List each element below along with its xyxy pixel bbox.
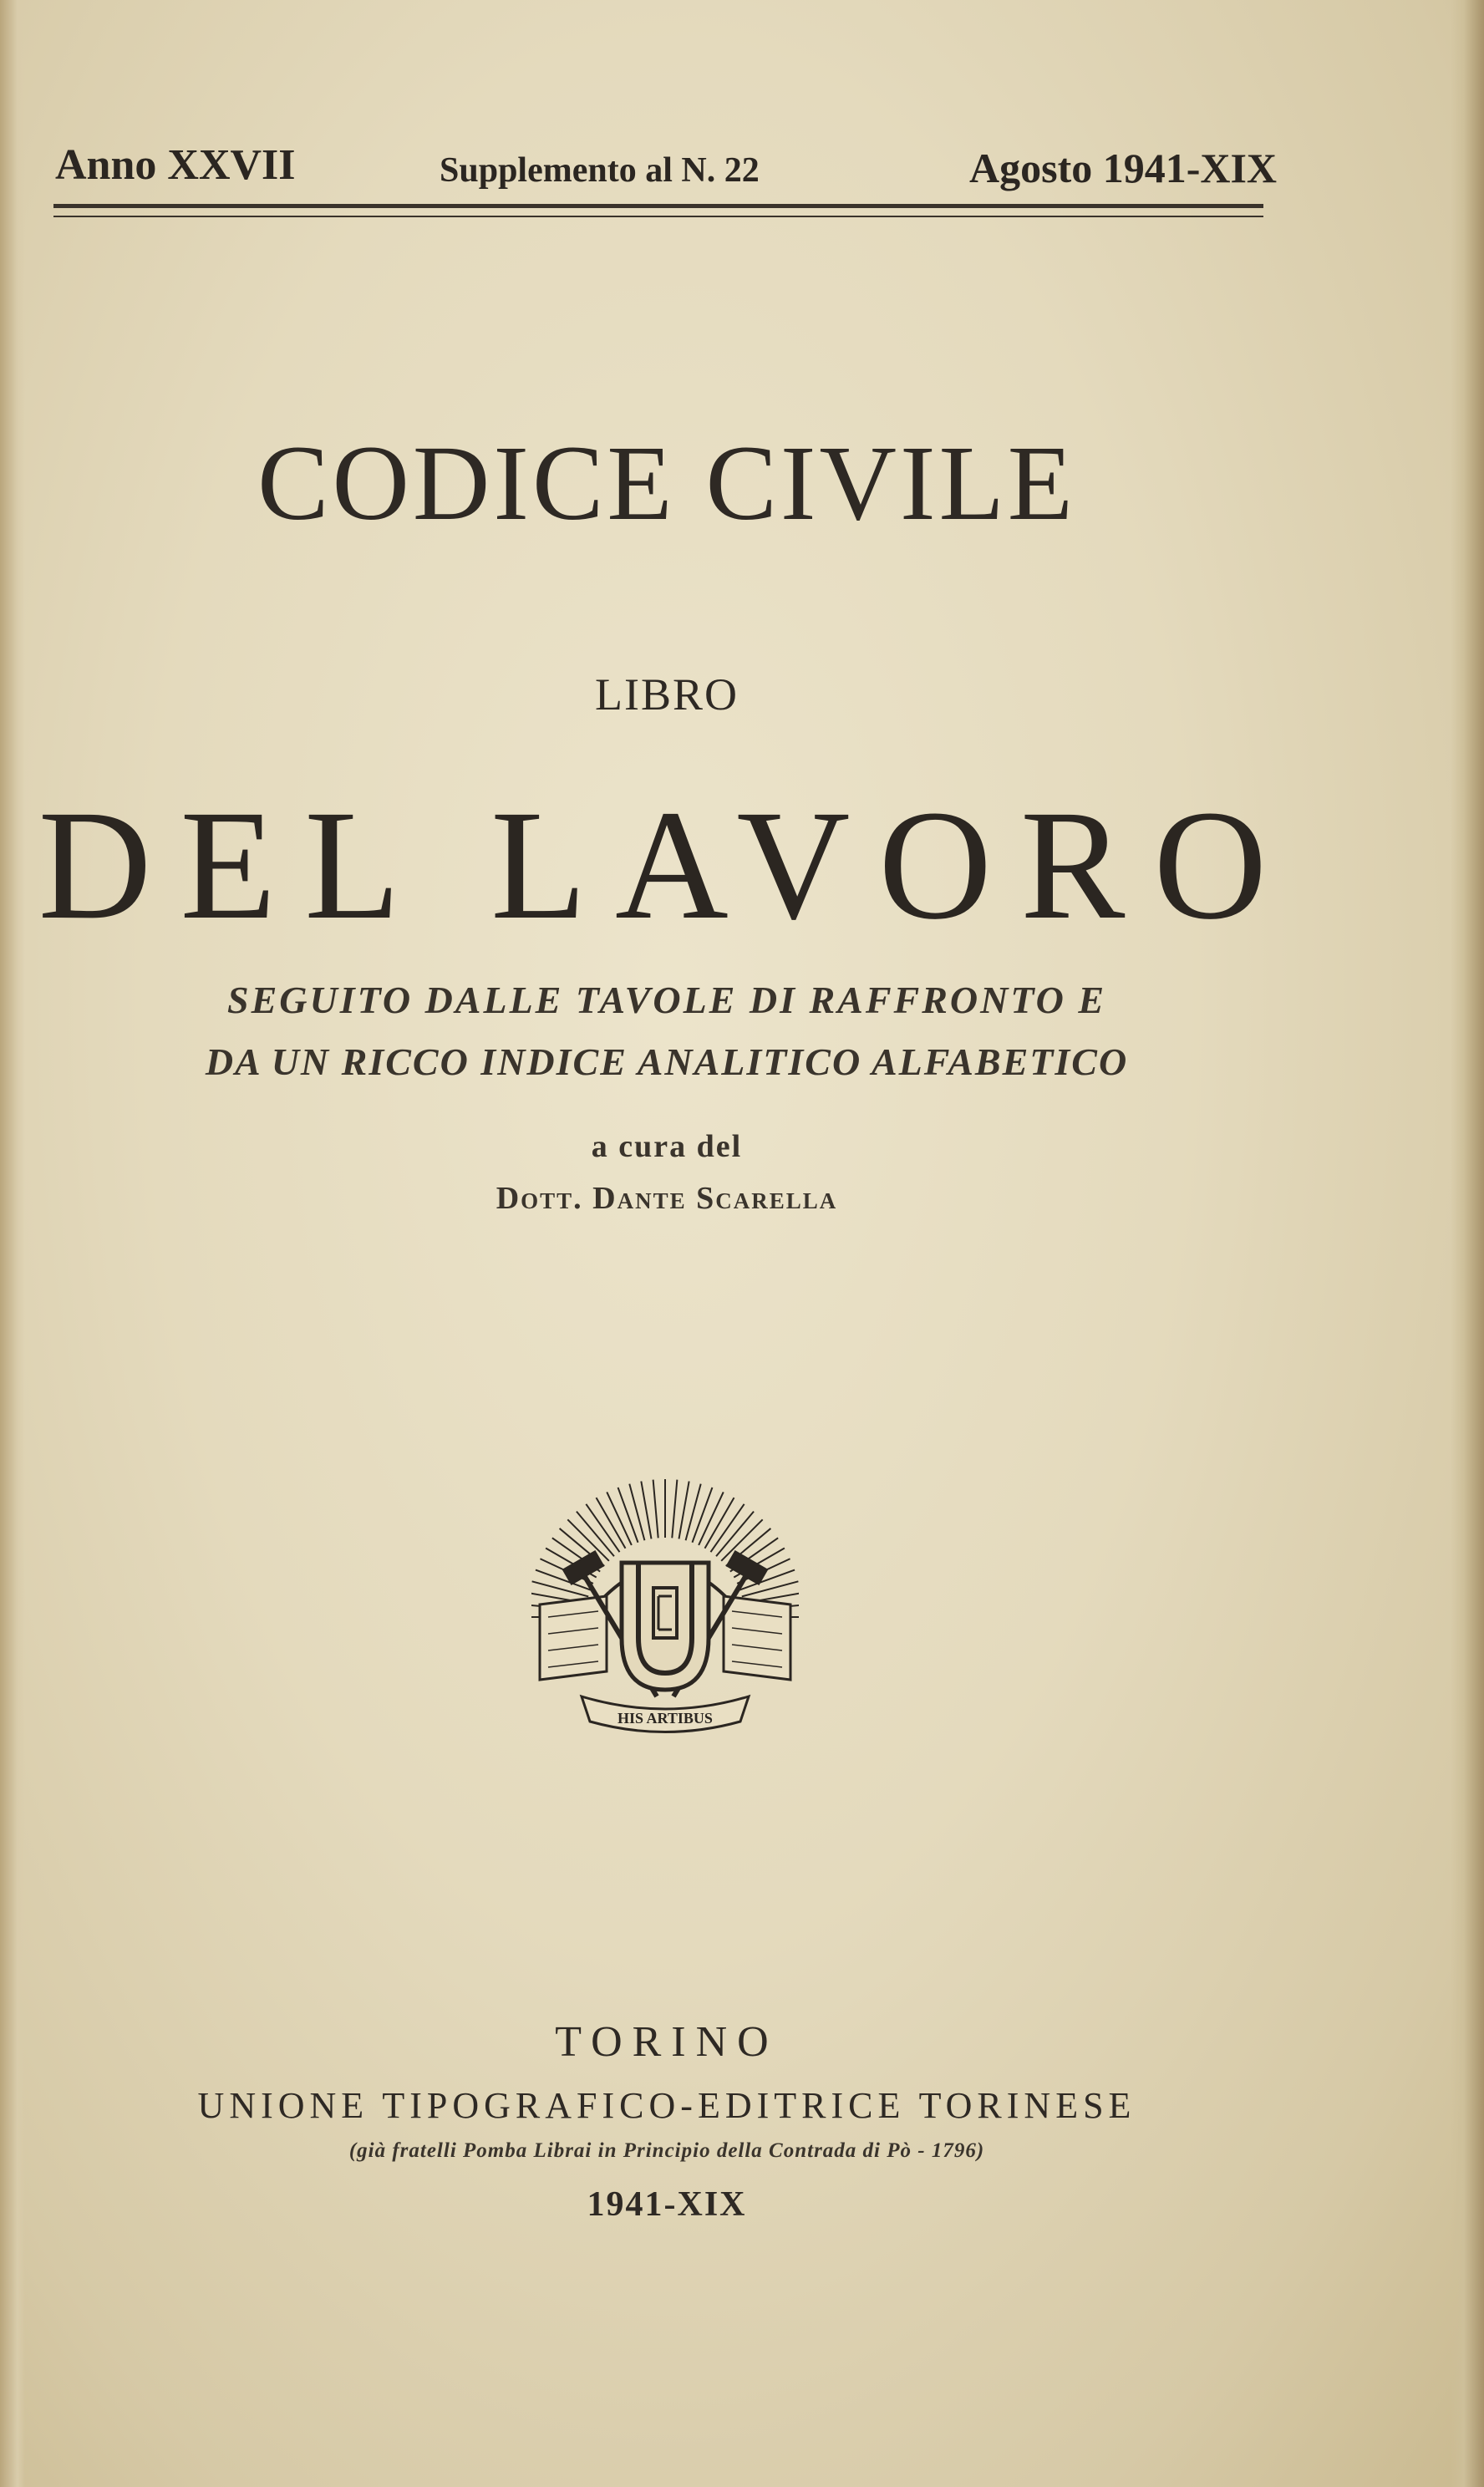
sun-ray (653, 1480, 658, 1538)
subtitle-line-1: SEGUITO DALLE TAVOLE DI RAFFRONTO E (226, 979, 1107, 1021)
imprint-city: TORINO (555, 2018, 779, 2066)
sun-ray (672, 1480, 677, 1538)
emblem-motto: HIS ARTIBUS (617, 1710, 713, 1727)
header-anno: Anno XXVII (55, 141, 296, 189)
title-codice-civile: CODICE CIVILE (257, 424, 1076, 542)
imprint-year: 1941-XIX (587, 2185, 747, 2224)
header-date: Agosto 1941-XIX (969, 145, 1278, 191)
publisher-emblem-icon (531, 1471, 799, 1747)
editor-name: Dott. Dante Scarella (496, 1181, 838, 1216)
sun-ray (692, 1488, 712, 1543)
title-del-lavoro: DEL LAVORO (38, 777, 1296, 952)
subtitle-line-2: DA UN RICCO INDICE ANALITICO ALFABETICO (205, 1040, 1129, 1083)
imprint-note: (già fratelli Pomba Librai in Principio della Contrada di Pò - 1796) (348, 2139, 985, 2162)
header-rule-thin (53, 216, 1263, 217)
title-libro: LIBRO (595, 669, 739, 720)
page-edge-right (1451, 0, 1484, 2487)
editor-a-cura: a cura del (591, 1129, 743, 1164)
header-rule-thick (53, 204, 1263, 208)
header-supplemento: Supplemento al N. 22 (440, 151, 760, 190)
sun-ray (618, 1488, 638, 1543)
imprint-publisher: UNIONE TIPOGRAFICO-EDITRICE TORINESE (197, 2085, 1136, 2126)
